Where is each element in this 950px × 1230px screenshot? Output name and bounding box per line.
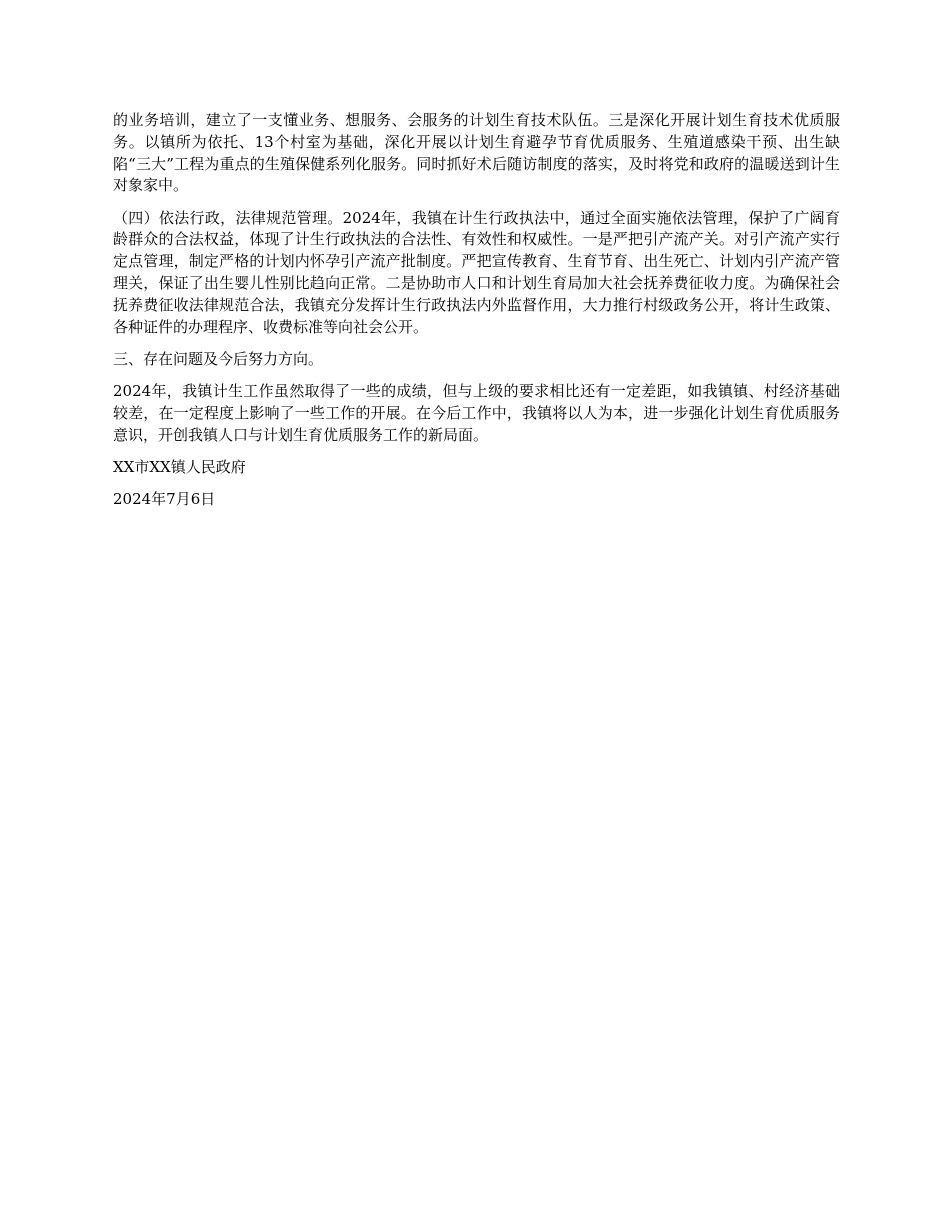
paragraph-legal-administration: （四）依法行政，法律规范管理。2024年，我镇在计生行政执法中，通过全面实施依法管理，保护了广阔育龄群众的合法权益，体现了计生行政执法的合法性、有效性和权威性。一是严把引产流产关。对引产流产实行定点管理，制定严格的计划内怀孕引产流产批制度。严把宣传教育、生育节育、出生死亡、计划内引产流产管理关，保证了出生婴儿性别比趋向正常。二是协助市人口和计划生育局加大社会抚养费征收力度。为确保社会抚养费征收法律规范合法，我镇充分发挥计生行政执法内外监督作用，大力推行村级政务公开，将计生政策、各种证件的办理程序、收费标准等向社会公开。: [113, 208, 840, 336]
document-body: [113, 110, 840, 522]
document-date: 2024年7月6日: [113, 490, 216, 509]
paragraph-training: 的业务培训，建立了一支懂业务、想服务、会服务的计划生育技术队伍。三是深化开展计划生育技术优质服务。以镇所为依托、13个村室为基础，深化开展以计划生育避孕节育优质服务、生殖道感染干预、出生缺陷“三大”工程为重点的生殖保健系列化服务。同时抓好术后随访制度的落实，及时将党和政府的温暖送到计生对象家中。: [113, 111, 840, 195]
signature-organization: XX市XX镇人民政府: [113, 458, 246, 477]
section-heading-problems: 三、存在问题及今后努力方向。: [113, 349, 324, 368]
paragraph-future-direction: 2024年，我镇计生工作虽然取得了一些的成绩，但与上级的要求相比还有一定差距，如我镇镇、村经济基础较差，在一定程度上影响了一些工作的开展。在今后工作中，我镇将以人为本，进一步强化计划生育优质服务意识，开创我镇人口与计划生育优质服务工作的新局面。: [113, 382, 840, 444]
